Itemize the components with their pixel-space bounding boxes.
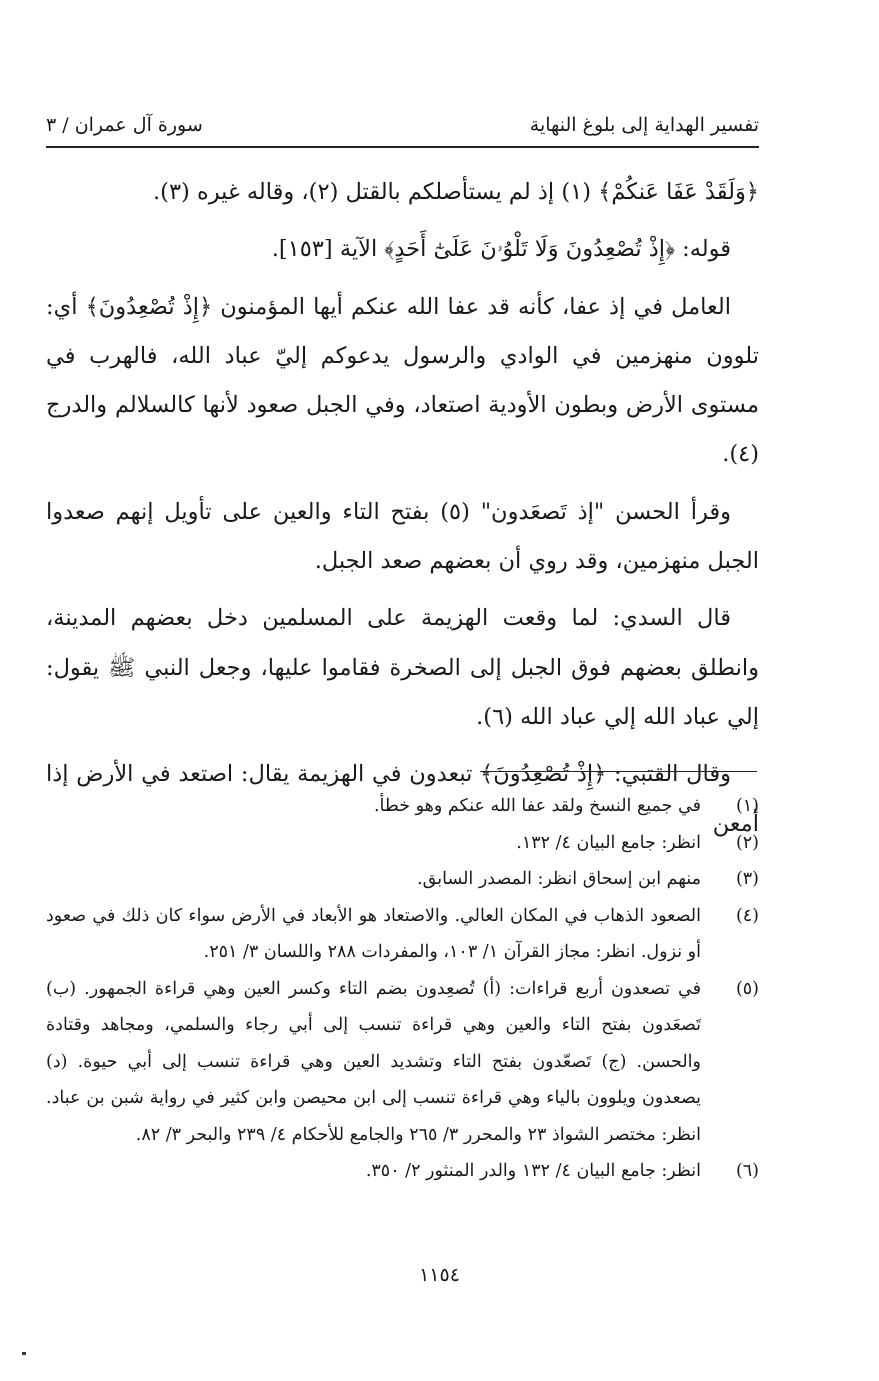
footnote-number: (٤) [735,905,759,926]
header-rule [46,146,759,148]
footnote [46,898,759,971]
footnote-number: (٣) [735,869,759,889]
footnotes [46,788,759,1190]
footnote-number: (١) [735,796,759,816]
footnote [46,1153,759,1190]
surah-label: سورة آل عمران / ٣ [46,114,203,136]
footnote-number: (٦) [735,1161,759,1181]
footnote-text: منهم ابن إسحاق انظر: المصدر السابق. [417,869,701,889]
footnote [46,788,759,825]
paragraph-5: قال السدي: لما وقعت الهزيمة على المسلمين دخل بعضهم المدينة، وانطلق بعضهم فوق الجبل إلى الصخرة فقاموا عليها، وجعل النبي ﷺ يقول: إلي عباد الله إلي عباد الله (٦). [46,605,759,730]
footnote-text: انظر: جامع البيان ٤/ ١٣٢. [516,832,701,853]
footnote-number: (٢) [735,832,759,853]
running-header [46,104,759,146]
paragraph-2: قوله: ﴿إِذْ تُصْعِدُونَ وَلَا تَلْوُۥنَ عَلَىٰٓ أَحَدٍ﴾ الآية [١٥٣]. [271,236,731,263]
paragraph-4: وقرأ الحسن "إذ تَصعَدون" (٥) بفتح التاء والعين على تأويل إنهم صعدوا الجبل منهزمين، وقد روي أن بعضهم صعد الجبل. [46,498,759,575]
footnote [46,971,759,1154]
paragraph-6: وقال القتبي: ﴿إِذْ تُصْعِدُونَ﴾ تبعدون في الهزيمة يقال: اصتعد في الأرض إذا أمعن [46,761,759,837]
footnote-text: انظر: جامع البيان ٤/ ١٣٢ والدر المنثور ٢/ ٣٥٠. [365,1161,701,1181]
book-title: تفسير الهداية إلى بلوغ النهاية [529,114,759,136]
footnote-number: (٥) [735,978,759,999]
footnote [46,825,759,862]
page-number: ١١٥٤ [419,1264,460,1286]
main-text [46,168,759,857]
paragraph-3: العامل في إذ عفا، كأنه قد عفا الله عنكم أيها المؤمنون ﴿إِذْ تُصْعِدُونَ﴾ أي: تلوون منهزمين في الوادي والرسول يدعوكم إليّ عباد الله، فالهرب في مستوى الأرض وبطون الأودية اصتعاد، وفي الجبل صعود لأنها كالسلالم والدرج (٤). [46,293,759,468]
footnote-text: في تصعدون أربع قراءات: (أ) تُصعِدون بضم التاء وكسر العين وهي قراءة الجمهور. (ب) تَصعَدون بفتح التاء والعين وهي قراءة تنسب إلى أبي رجاء والسلمي، ومجاهد وقتادة والحسن. (ج) تَصعّدون بفتح التاء وتشديد العين وهي قراءة تنسب إلى أبي حيوة. (د) يصعدون ويلوون بالياء وهي قراءة تنسب إلى ابن محيصن وابن كثير في رواية شبن بن عباد. انظر: مختصر الشواذ ٢٣ والمحرر ٣/ ٢٦٥ والجامع للأحكام ٤/ ٢٣٩ والبحر ٣/ ٨٢. [46,978,701,1145]
footnote [46,861,759,898]
footnote-text: الصعود الذهاب في المكان العالي. والاصتعاد هو الأبعاد في الأرض سواء كان ذلك في صعود أو نزول. انظر: مجاز القرآن ١/ ١٠٣، والمفردات ٢٨٨ واللسان ٣/ ٢٥١. [46,905,701,962]
footnote-separator [480,771,757,772]
paragraph-1: ﴿وَلَقَدْ عَفَا عَنكُمْ﴾ (١) إذ لم يستأصلكم بالقتل (٢)، وقاله غيره (٣). [153,179,759,205]
footnote-text: في جميع النسخ ولقد عفا الله عنكم وهو خطأ. [373,796,701,816]
scan-mark [22,1352,26,1355]
